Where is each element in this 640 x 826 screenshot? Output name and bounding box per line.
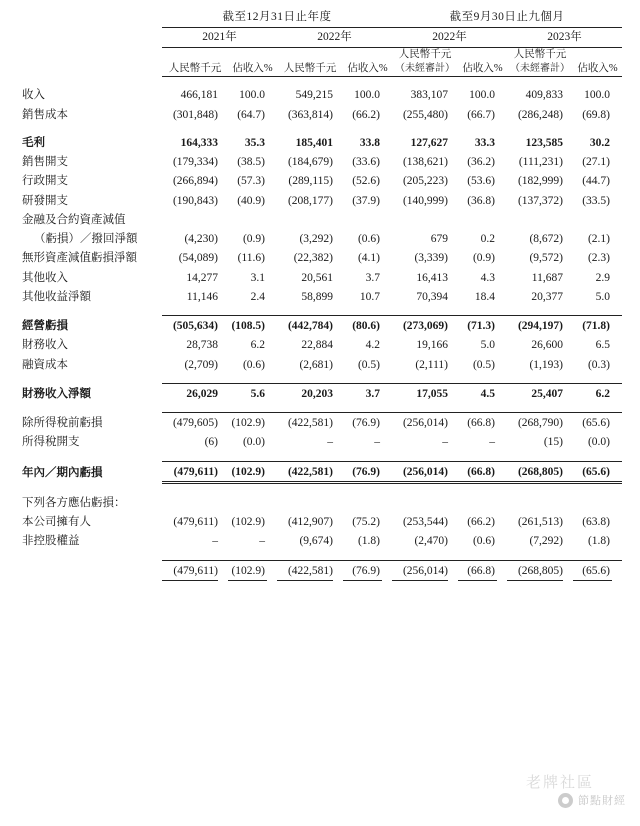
row-value-amount: (2,681) (299, 358, 333, 371)
row-value-percent: 100.0 (239, 89, 265, 102)
row-value-percent: 100.0 (469, 89, 495, 102)
row-value-percent: (76.9) (343, 461, 392, 482)
unit-header-spacer (20, 48, 162, 76)
row-value-percent: (66.8) (458, 413, 507, 433)
row-label: 行政開支 (22, 175, 68, 188)
row-value-amount: (184,679) (287, 156, 333, 169)
row-value-percent: (71.8) (573, 316, 622, 336)
table-spacer-row (20, 77, 622, 86)
row-label: 收入 (22, 89, 45, 102)
row-value-amount: 11,146 (186, 290, 218, 303)
row-value-amount: (273,069) (392, 316, 458, 336)
row-value-amount: (422,581) (277, 560, 343, 580)
row-value-percent (228, 493, 277, 512)
row-value-percent: 33.3 (474, 136, 495, 149)
row-label: 經營虧損 (22, 320, 68, 333)
row-value-amount: 20,561 (301, 271, 333, 284)
bottom-rule-cell (228, 580, 277, 581)
row-label: 銷售成本 (22, 108, 68, 121)
bottom-rule-cell (458, 580, 507, 581)
row-value-amount: – (442, 436, 448, 449)
table-row (20, 133, 622, 152)
row-value-percent: (76.9) (343, 413, 392, 433)
row-value-percent: (76.9) (343, 560, 392, 580)
row-label: 財務收入淨額 (22, 387, 91, 400)
row-value-percent: (69.8) (582, 108, 610, 121)
row-value-amount (392, 210, 458, 229)
row-value-amount: (479,611) (173, 516, 218, 529)
row-value-percent: (65.6) (573, 560, 622, 580)
row-value-percent: (0.5) (472, 358, 495, 371)
row-value-amount: (3,292) (299, 233, 333, 246)
row-value-amount: (22,382) (293, 252, 333, 265)
row-value-amount: (2,709) (184, 358, 218, 371)
row-value-amount (507, 493, 573, 512)
row-value-percent: 4.3 (480, 271, 495, 284)
row-value-percent (343, 210, 392, 229)
row-value-percent: (53.6) (467, 175, 495, 188)
watermark-logo-icon (558, 793, 573, 808)
row-value-amount: (363,814) (287, 108, 333, 121)
bottom-rule-spacer (20, 580, 162, 581)
unit-header-7 (573, 48, 622, 76)
year-header-2023-interim (507, 28, 622, 48)
row-value-percent: 3.7 (343, 384, 392, 404)
row-value-percent: (71.3) (458, 316, 507, 336)
row-value-percent: (0.9) (242, 233, 265, 246)
row-value-amount: (138,621) (402, 156, 448, 169)
row-value-amount (277, 210, 343, 229)
row-label: 非控股權益 (22, 535, 80, 548)
row-value-percent: (66.8) (458, 560, 507, 580)
unit-header-4-sub: （未經審計） (395, 63, 455, 75)
table-spacer-row (20, 403, 622, 413)
row-value-amount: 58,899 (301, 290, 333, 303)
row-value-amount: 383,107 (410, 89, 448, 102)
row-value-percent: (66.2) (467, 516, 495, 529)
row-value-percent: (0.9) (472, 252, 495, 265)
group-header-row (20, 8, 622, 28)
table-spacer-row (20, 483, 622, 494)
row-label: 其他收入 (22, 271, 68, 284)
bottom-rule (228, 580, 267, 581)
watermark-big-text: 老牌社區 (525, 774, 594, 791)
table-row (20, 461, 622, 482)
row-value-percent: (52.6) (352, 175, 380, 188)
table-row (20, 287, 622, 306)
row-value-amount: (479,605) (162, 413, 228, 433)
row-value-percent: (2.3) (587, 252, 610, 265)
table-spacer-row (20, 452, 622, 462)
row-value-amount: 19,166 (416, 339, 448, 352)
row-value-percent: (0.0) (587, 436, 610, 449)
row-value-percent: (102.9) (231, 516, 265, 529)
row-value-percent: (37.9) (352, 194, 380, 207)
table-header (20, 8, 622, 77)
row-value-amount: 20,377 (531, 290, 563, 303)
row-value-amount: 22,884 (301, 339, 333, 352)
table-row (20, 384, 622, 404)
row-value-amount: 409,833 (525, 89, 563, 102)
row-value-percent: 100.0 (584, 89, 610, 102)
row-value-amount: (111,231) (518, 156, 563, 169)
table-spacer-cell (20, 452, 622, 462)
unit-header-4-main: 人民幣千元 (398, 49, 452, 60)
row-label: 財務收入 (22, 339, 68, 352)
unit-header-6 (507, 48, 573, 76)
row-label: 其他收益淨額 (22, 290, 91, 303)
row-value-percent: 5.6 (228, 384, 277, 404)
row-value-percent: – (374, 436, 380, 449)
row-value-percent: 2.9 (595, 271, 610, 284)
table-spacer-cell (20, 483, 622, 494)
row-value-amount: 466,181 (180, 89, 218, 102)
unit-header-0-main: 人民幣千元 (168, 62, 222, 74)
row-value-amount: 28,738 (186, 339, 218, 352)
row-value-amount: 185,401 (295, 136, 333, 149)
row-value-amount: 17,055 (392, 384, 458, 404)
row-value-amount: 26,600 (531, 339, 563, 352)
year-header-2022-annual-label: 2022年 (277, 28, 392, 48)
table-body (20, 77, 622, 582)
row-label: 年內／期內虧損 (22, 467, 103, 480)
row-value-percent: (108.5) (228, 316, 277, 336)
year-header-2022-interim-label: 2022年 (392, 28, 507, 48)
row-value-percent: (66.2) (352, 108, 380, 121)
year-header-row (20, 28, 622, 48)
row-value-amount: (294,197) (507, 316, 573, 336)
row-value-percent (573, 210, 622, 229)
table-spacer-cell (20, 124, 622, 133)
table-spacer-row (20, 374, 622, 384)
row-value-percent: 6.5 (595, 339, 610, 352)
row-value-percent: (40.9) (237, 194, 265, 207)
row-value-amount: 679 (430, 233, 448, 246)
row-value-percent: 18.4 (474, 290, 495, 303)
row-value-amount: (2,470) (414, 535, 448, 548)
row-value-percent: (33.6) (352, 156, 380, 169)
row-value-percent: (63.8) (582, 516, 610, 529)
bottom-rule (507, 580, 563, 581)
row-label: 所得稅開支 (22, 436, 80, 449)
row-label: 除所得稅前虧損 (22, 417, 103, 430)
row-value-amount: (208,177) (287, 194, 333, 207)
row-value-percent: (64.7) (237, 108, 265, 121)
bottom-rule-cell (392, 580, 458, 581)
unit-header-3-main: 佔收入% (347, 62, 388, 74)
row-value-amount: 127,627 (410, 136, 448, 149)
unit-header-row (20, 48, 622, 76)
table-spacer-cell (20, 374, 622, 384)
table-row (20, 229, 622, 248)
year-header-2021-label: 2021年 (162, 28, 277, 48)
row-value-percent: 6.2 (250, 339, 265, 352)
row-value-percent: 4.2 (365, 339, 380, 352)
income-statement-table (20, 8, 622, 581)
table-spacer-row (20, 124, 622, 133)
row-value-percent: 30.2 (589, 136, 610, 149)
row-value-amount: (137,372) (517, 194, 563, 207)
row-value-percent: (102.9) (228, 413, 277, 433)
row-value-amount: 123,585 (525, 136, 563, 149)
row-value-amount: (301,848) (172, 108, 218, 121)
row-value-percent: (66.7) (467, 108, 495, 121)
row-value-percent: – (489, 436, 495, 449)
bottom-rule (573, 580, 612, 581)
unit-header-2-main: 人民幣千元 (283, 62, 337, 74)
bottom-rule-cell (162, 580, 228, 581)
row-value-percent: 4.5 (458, 384, 507, 404)
row-value-percent: (57.3) (237, 175, 265, 188)
row-value-amount (507, 210, 573, 229)
table-spacer-row (20, 551, 622, 561)
row-value-amount: 16,413 (416, 271, 448, 284)
year-header-2021 (162, 28, 277, 48)
unit-header-6-sub: （未經審計） (510, 63, 570, 75)
row-value-amount: (255,480) (402, 108, 448, 121)
row-value-percent: (11.6) (237, 252, 265, 265)
table-spacer-cell (20, 403, 622, 413)
table-row (20, 512, 622, 531)
table-row (20, 355, 622, 374)
financial-statement-page (0, 8, 640, 826)
row-value-percent: 3.1 (250, 271, 265, 284)
table-row (20, 172, 622, 191)
row-label: 毛利 (22, 136, 45, 149)
row-value-amount: 20,203 (277, 384, 343, 404)
row-value-amount: (422,581) (277, 413, 343, 433)
row-value-percent: (2.1) (587, 233, 610, 246)
table-spacer-cell (20, 77, 622, 86)
unit-header-5 (458, 48, 507, 76)
row-value-percent: 10.7 (359, 290, 380, 303)
group-header-annual (162, 8, 392, 28)
row-value-amount: (205,223) (402, 175, 448, 188)
watermark-brand-label: 節點財經 (578, 795, 626, 807)
row-value-amount (162, 493, 228, 512)
row-value-amount: (9,572) (529, 252, 563, 265)
row-value-amount: (8,672) (529, 233, 563, 246)
row-value-percent (458, 210, 507, 229)
row-label: 下列各方應佔虧損： (22, 496, 126, 509)
table-row (20, 532, 622, 551)
row-value-amount: 70,394 (416, 290, 448, 303)
row-value-amount: (268,805) (507, 461, 573, 482)
unit-header-2 (277, 48, 343, 76)
row-value-amount: (505,634) (162, 316, 228, 336)
row-label (20, 560, 162, 580)
row-value-percent: (65.6) (573, 461, 622, 482)
row-value-percent (458, 493, 507, 512)
row-label: 本公司擁有人 (22, 516, 91, 529)
row-value-percent: 2.4 (250, 290, 265, 303)
row-value-amount: (268,805) (507, 560, 573, 580)
row-value-percent: (0.6) (357, 233, 380, 246)
row-value-amount: (15) (543, 436, 563, 449)
row-value-percent: (0.3) (587, 358, 610, 371)
unit-header-0 (162, 48, 228, 76)
row-value-percent: (0.0) (242, 436, 265, 449)
row-value-amount: (7,292) (529, 535, 563, 548)
table-row (20, 105, 622, 124)
bottom-rule (343, 580, 382, 581)
row-value-percent: 5.0 (595, 290, 610, 303)
row-label: 研發開支 (22, 194, 68, 207)
row-value-percent: (102.9) (228, 560, 277, 580)
row-value-percent: (75.2) (352, 516, 380, 529)
row-value-amount: (261,513) (517, 516, 563, 529)
table-row (20, 336, 622, 355)
row-label: 無形資產減值虧損淨額 (22, 252, 137, 265)
row-value-amount: (190,843) (172, 194, 218, 207)
table-row (20, 316, 622, 336)
table-row (20, 152, 622, 171)
row-value-amount: – (212, 535, 218, 548)
row-value-percent: 6.2 (573, 384, 622, 404)
row-value-amount: (268,790) (507, 413, 573, 433)
row-value-amount: (179,334) (172, 156, 218, 169)
unit-header-6-main: 人民幣千元 (513, 49, 567, 60)
table-spacer-cell (20, 306, 622, 316)
row-value-amount: 14,277 (186, 271, 218, 284)
row-value-amount: (6) (204, 436, 218, 449)
row-label: 銷售開支 (22, 156, 68, 169)
bottom-rule-cell (343, 580, 392, 581)
row-label: （虧損）／撥回淨額 (34, 233, 138, 246)
row-value-amount: (412,907) (287, 516, 333, 529)
unit-header-1-main: 佔收入% (232, 62, 273, 74)
row-value-amount: (422,581) (277, 461, 343, 482)
table-row (20, 191, 622, 210)
row-value-amount: (266,894) (172, 175, 218, 188)
bottom-rule-cell (507, 580, 573, 581)
row-value-amount: (3,339) (414, 252, 448, 265)
bottom-rule-cell (277, 580, 343, 581)
row-value-percent: 100.0 (354, 89, 380, 102)
table-row (20, 433, 622, 452)
unit-header-1 (228, 48, 277, 76)
year-header-2022-interim (392, 28, 507, 48)
row-value-percent: – (259, 535, 265, 548)
group-header-interim (392, 8, 622, 28)
row-value-percent: 33.8 (359, 136, 380, 149)
watermark (558, 792, 626, 808)
row-value-percent: (44.7) (582, 175, 610, 188)
unit-header-5-main: 佔收入% (462, 62, 503, 74)
row-value-percent: 3.7 (365, 271, 380, 284)
row-value-amount: 549,215 (295, 89, 333, 102)
row-value-percent: (36.8) (467, 194, 495, 207)
bottom-rule-cell (573, 580, 622, 581)
row-value-percent: (0.5) (357, 358, 380, 371)
row-value-percent: (0.6) (472, 535, 495, 548)
row-value-percent: (33.5) (582, 194, 610, 207)
table-spacer-row (20, 306, 622, 316)
row-value-amount: (2,111) (415, 358, 448, 371)
row-value-amount: 164,333 (180, 136, 218, 149)
row-value-amount: (54,089) (178, 252, 218, 265)
row-value-percent (228, 210, 277, 229)
table-bottom-rule-row (20, 580, 622, 581)
row-value-amount: 11,687 (531, 271, 563, 284)
row-label: 融資成本 (22, 358, 68, 371)
row-value-amount (277, 493, 343, 512)
row-value-percent: (4.1) (357, 252, 380, 265)
row-value-amount: (182,999) (517, 175, 563, 188)
group-header-annual-label: 截至12月31日止年度 (162, 8, 392, 28)
row-value-amount (162, 210, 228, 229)
row-value-amount: (253,544) (402, 516, 448, 529)
row-value-percent: (36.2) (467, 156, 495, 169)
row-value-percent: (38.5) (237, 156, 265, 169)
table-row (20, 413, 622, 433)
row-label: 金融及合約資產減值 (22, 213, 126, 226)
row-value-amount: (1,193) (529, 358, 563, 371)
row-value-amount: (140,999) (402, 194, 448, 207)
bottom-rule (162, 580, 218, 581)
unit-header-3 (343, 48, 392, 76)
row-value-amount: (256,014) (392, 560, 458, 580)
row-value-amount: 26,029 (162, 384, 228, 404)
unit-header-7-main: 佔收入% (577, 62, 618, 74)
row-value-amount: (479,611) (162, 560, 228, 580)
table-row (20, 493, 622, 512)
row-value-percent: (65.6) (573, 413, 622, 433)
year-header-2023-interim-label: 2023年 (507, 28, 622, 48)
row-value-percent: (66.8) (458, 461, 507, 482)
row-value-percent (343, 493, 392, 512)
row-value-amount: (9,674) (299, 535, 333, 548)
group-header-spacer (20, 8, 162, 28)
year-header-2022-annual (277, 28, 392, 48)
row-value-amount: – (327, 436, 333, 449)
row-value-amount: (256,014) (392, 413, 458, 433)
table-row (20, 86, 622, 105)
row-value-percent: (102.9) (228, 461, 277, 482)
unit-header-4 (392, 48, 458, 76)
row-value-amount (392, 493, 458, 512)
year-header-spacer (20, 28, 162, 48)
table-row (20, 560, 622, 580)
row-value-percent: (0.6) (242, 358, 265, 371)
row-value-amount: (289,115) (288, 175, 333, 188)
table-row (20, 249, 622, 268)
row-value-percent: (80.6) (343, 316, 392, 336)
row-value-amount: (256,014) (392, 461, 458, 482)
bottom-rule (277, 580, 333, 581)
table-row (20, 210, 622, 229)
row-value-amount: (479,611) (162, 461, 228, 482)
row-value-percent: 5.0 (480, 339, 495, 352)
table-row (20, 268, 622, 287)
row-value-amount: (4,230) (184, 233, 218, 246)
bottom-rule (458, 580, 497, 581)
row-value-amount: (442,784) (277, 316, 343, 336)
group-header-interim-label: 截至9月30日止九個月 (392, 8, 622, 28)
row-value-percent: (27.1) (582, 156, 610, 169)
row-value-amount: 25,407 (507, 384, 573, 404)
table-spacer-cell (20, 551, 622, 561)
row-value-percent: (1.8) (357, 535, 380, 548)
row-value-percent (573, 493, 622, 512)
bottom-rule (392, 580, 448, 581)
row-value-percent: (1.8) (587, 535, 610, 548)
row-value-amount: (286,248) (517, 108, 563, 121)
row-value-percent: 35.3 (244, 136, 265, 149)
row-value-percent: 0.2 (480, 233, 495, 246)
